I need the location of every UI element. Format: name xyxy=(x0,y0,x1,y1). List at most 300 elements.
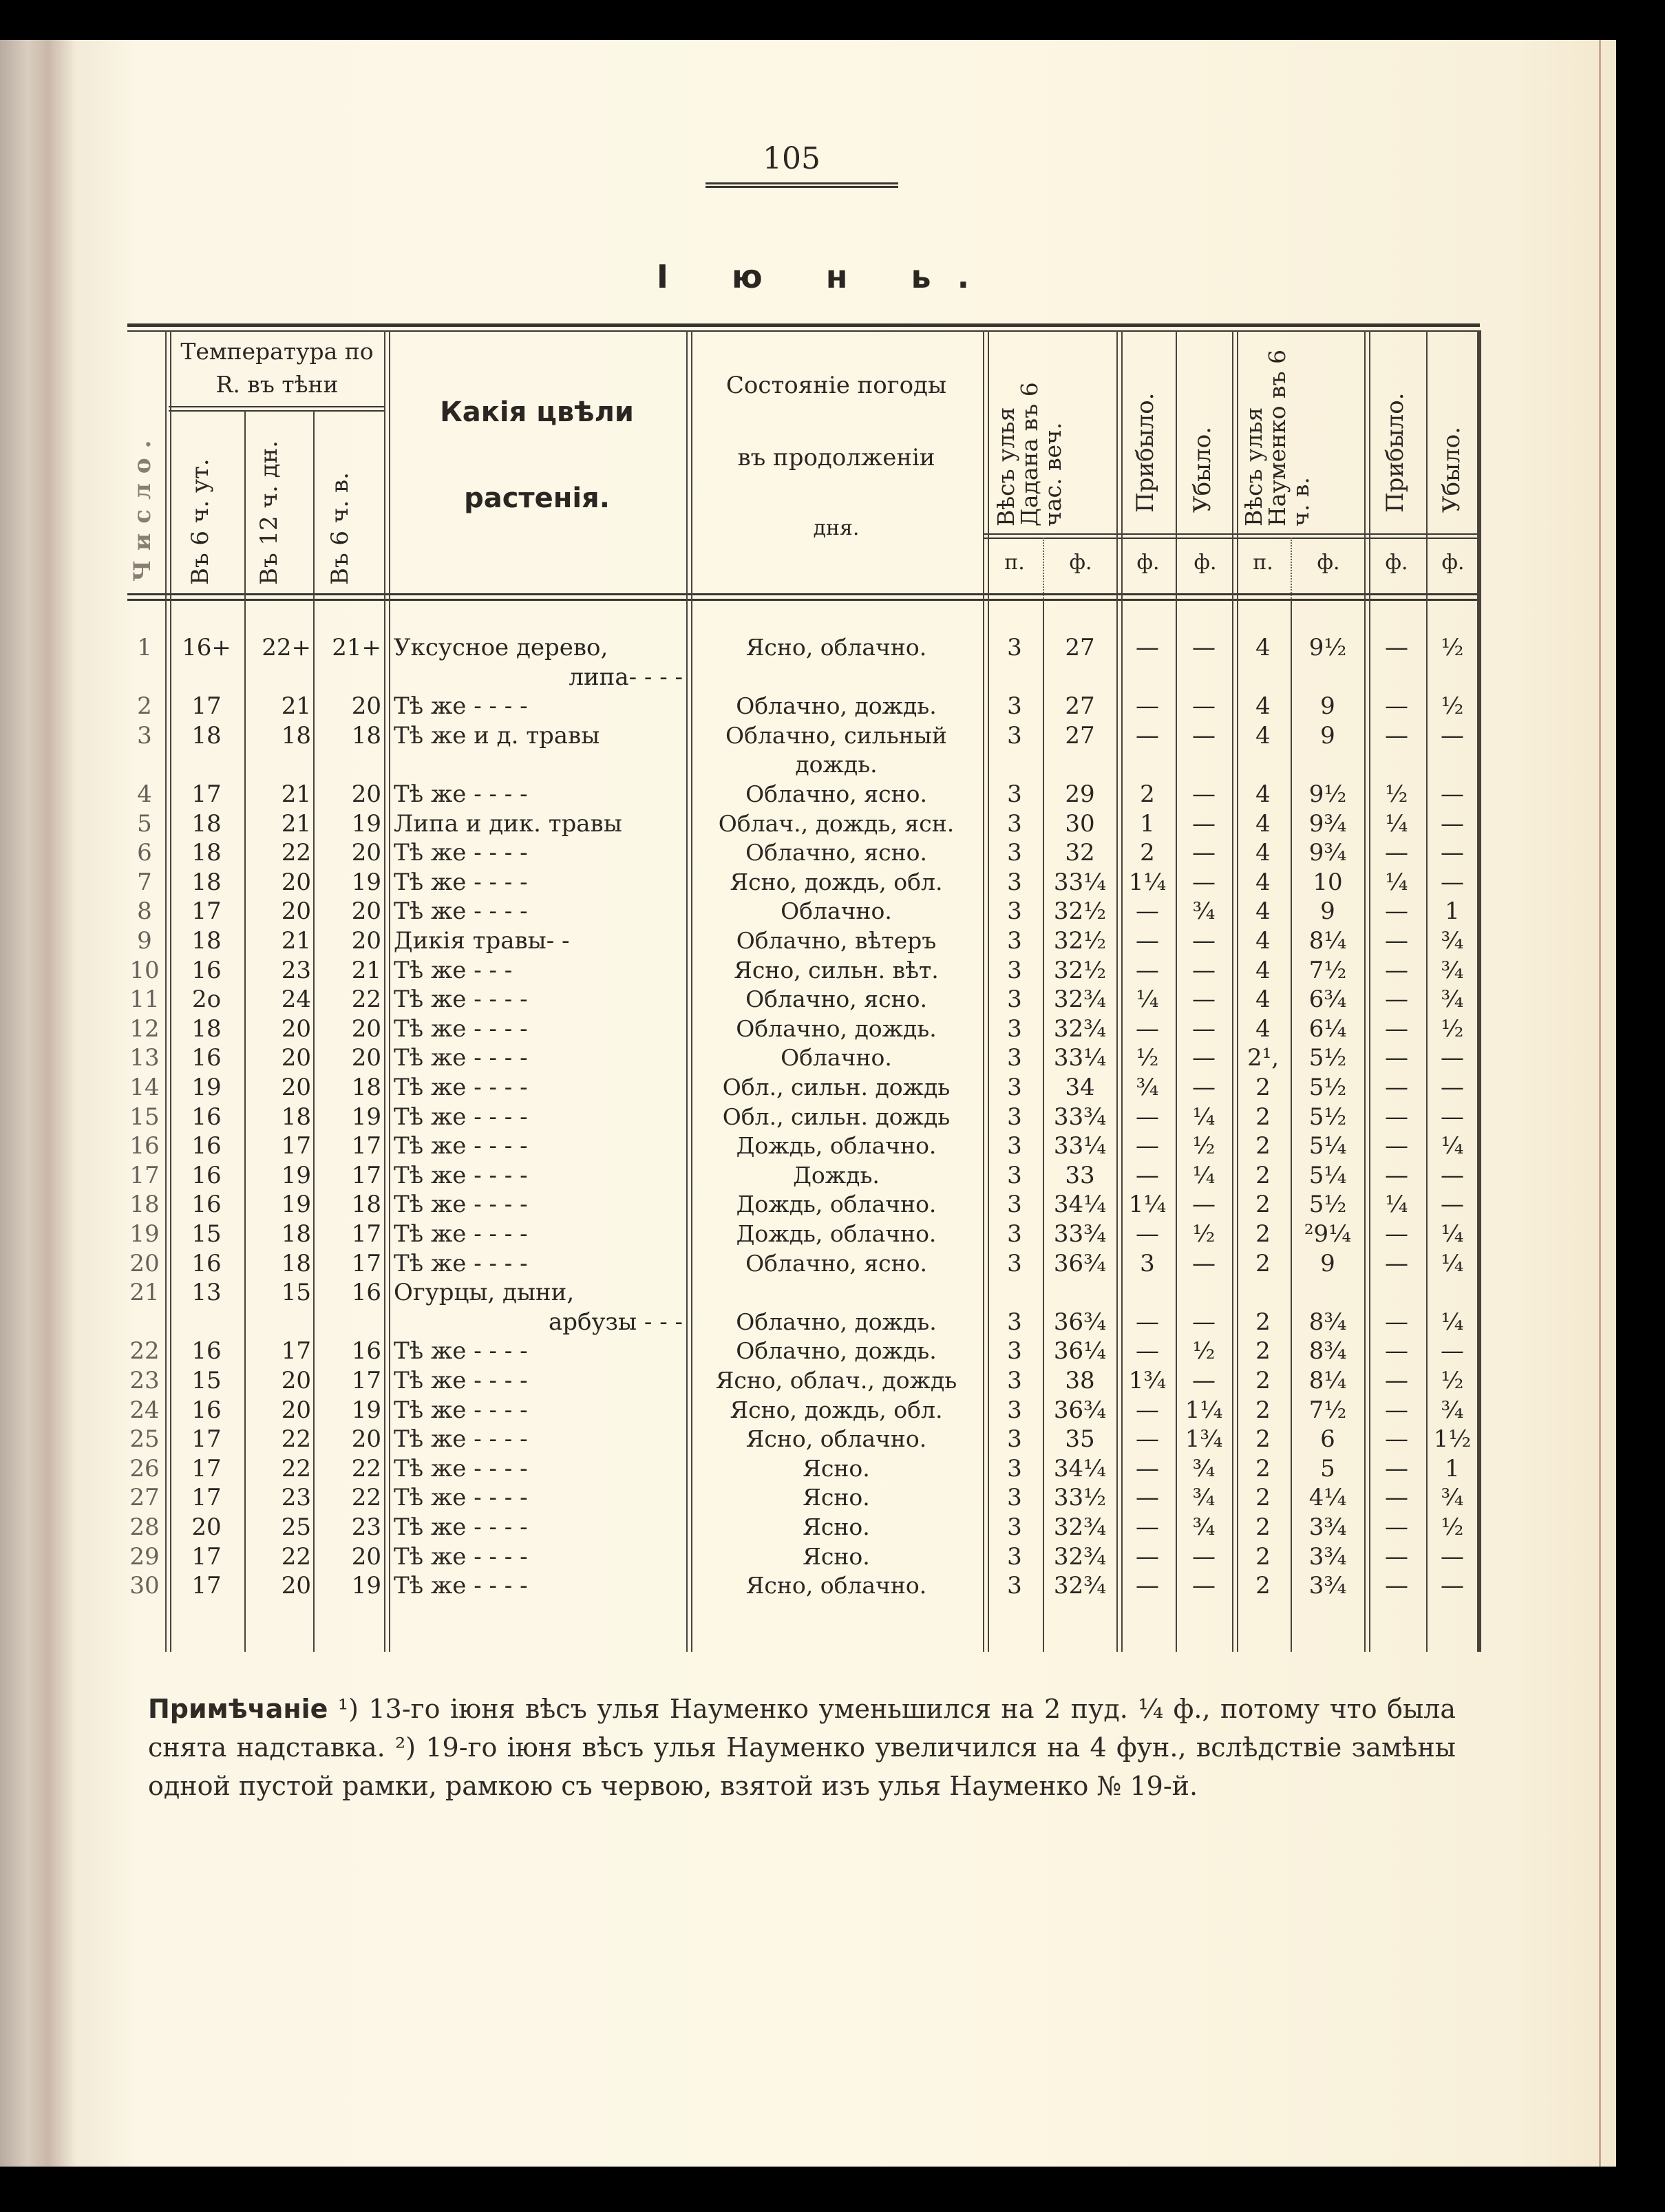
cell-t12: 22+ xyxy=(262,634,311,661)
cell-h2gain: — xyxy=(1385,1103,1408,1131)
cell-h1loss: 1¼ xyxy=(1185,1396,1223,1424)
cell-h2gain: ¼ xyxy=(1385,809,1408,838)
table-top-rule-thin xyxy=(127,330,1480,332)
cell-h1loss: ¾ xyxy=(1192,1513,1216,1541)
cell-h1p: 3 xyxy=(1007,1454,1022,1482)
cell-t12: 20 xyxy=(281,1074,311,1101)
cell-h2f: 7½ xyxy=(1308,956,1347,984)
cell-h1f: 34 xyxy=(1065,1074,1095,1101)
cell-day: 9 xyxy=(137,927,152,955)
cell-t18: 17 xyxy=(351,1220,381,1248)
cell-h1gain: 3 xyxy=(1140,1249,1155,1277)
cell-t18: 22 xyxy=(351,1484,381,1512)
cell-h2f: 4¼ xyxy=(1308,1484,1347,1512)
cell-h1f: 32½ xyxy=(1053,897,1107,926)
cell-h1loss: — xyxy=(1192,956,1216,984)
cell-h1f: 32¾ xyxy=(1053,1542,1107,1571)
header-weather-3: дня. xyxy=(813,516,860,540)
cell-h1p: 3 xyxy=(1007,839,1022,867)
cell-h2loss: ¼ xyxy=(1441,1220,1464,1248)
cell-h2f: 10 xyxy=(1313,868,1343,896)
col-rule-right xyxy=(1477,330,1481,1652)
cell-t12: 23 xyxy=(281,1484,311,1512)
cell-h1loss: ¾ xyxy=(1192,1484,1216,1512)
cell-h2loss: — xyxy=(1441,1044,1464,1072)
cell-h2loss: — xyxy=(1441,1337,1464,1365)
cell-h1f: 30 xyxy=(1065,809,1095,838)
cell-h1p: 3 xyxy=(1007,1132,1022,1160)
cell-t18: 20 xyxy=(351,1425,381,1454)
cell-weather: Ясно. xyxy=(803,1542,870,1570)
cell-weather: Облачно, ясно. xyxy=(745,839,927,866)
cell-h1gain: — xyxy=(1136,1396,1159,1424)
cell-weather: Облачно, дождь. xyxy=(736,1337,937,1365)
cell-h2gain: — xyxy=(1385,721,1408,749)
cell-h1loss: ¾ xyxy=(1192,1454,1216,1482)
cell-h2gain: — xyxy=(1385,1572,1408,1600)
cell-h1f: 32¾ xyxy=(1053,986,1107,1014)
cell-t6: 17 xyxy=(191,780,222,808)
cell-h2p: 2¹, xyxy=(1247,1044,1280,1072)
cell-plants: Тѣ же - - - - xyxy=(394,1249,528,1277)
header-hive1-loss: Убыло. xyxy=(1189,427,1216,513)
header-temp-group: Температура по R. въ тѣни xyxy=(180,338,374,398)
cell-h1gain: — xyxy=(1136,1337,1159,1365)
cell-plants: Тѣ же - - - - xyxy=(394,1572,528,1600)
cell-h1gain: — xyxy=(1136,956,1159,984)
cell-weather: Дождь, облачно. xyxy=(736,1220,937,1247)
cell-h2f: ²9¼ xyxy=(1304,1220,1352,1248)
cell-h1f: 32¾ xyxy=(1053,1572,1107,1600)
cell-t12: 17 xyxy=(281,1132,311,1160)
cell-h1p: 3 xyxy=(1007,1337,1022,1365)
cell-h2gain: — xyxy=(1385,1513,1408,1541)
col-rule-h2-pud-body xyxy=(1291,599,1292,1652)
cell-weather: Ясно. xyxy=(803,1513,870,1540)
header-day: Число. xyxy=(129,430,156,582)
cell-t12: 21 xyxy=(281,809,311,838)
cell-h1loss: ½ xyxy=(1192,1337,1216,1365)
cell-h1p: 3 xyxy=(1007,1191,1022,1219)
unit-h2gain-funt: ф. xyxy=(1385,551,1408,575)
cell-h2loss: ¼ xyxy=(1441,1249,1464,1277)
cell-h2loss: — xyxy=(1441,868,1464,896)
cell-weather: Облачно, ясно. xyxy=(745,780,927,807)
cell-h2loss: ¾ xyxy=(1441,927,1464,955)
cell-h2gain: — xyxy=(1385,1337,1408,1365)
table-top-rule xyxy=(127,323,1480,327)
cell-h2p: 4 xyxy=(1255,692,1271,721)
header-hive2-gain: Прибыло. xyxy=(1381,392,1409,513)
cell-t18: 22 xyxy=(351,986,381,1014)
cell-weather: Ясно, сильн. вѣт. xyxy=(734,956,939,983)
cell-t12: 20 xyxy=(281,868,311,896)
cell-h2gain: — xyxy=(1385,634,1408,661)
cell-t6: 16 xyxy=(191,1191,222,1219)
cell-h2p: 2 xyxy=(1255,1484,1271,1512)
cell-h1gain: 1 xyxy=(1140,809,1155,838)
cell-t12: 22 xyxy=(281,1454,311,1482)
cell-h2loss: — xyxy=(1441,1542,1464,1571)
cell-h2p: 4 xyxy=(1255,927,1271,955)
cell-t18: 20 xyxy=(351,780,381,808)
cell-h2loss: — xyxy=(1441,780,1464,808)
cell-plants: Тѣ же - - - - xyxy=(394,1014,528,1043)
cell-t12: 20 xyxy=(281,1014,311,1043)
cell-weather: Ясно. xyxy=(803,1454,870,1482)
cell-t18: 18 xyxy=(351,1191,381,1219)
cell-h1p: 3 xyxy=(1007,692,1022,721)
cell-weather: Облачно, сильный xyxy=(725,721,947,749)
cell-weather: Ясно, облачно. xyxy=(745,1425,927,1453)
cell-t12: 20 xyxy=(281,897,311,926)
cell-h2loss: — xyxy=(1441,1191,1464,1219)
cell-h1loss: — xyxy=(1192,1367,1216,1394)
cell-plants: Тѣ же - - - xyxy=(394,956,513,984)
cell-plants: Тѣ же - - - - xyxy=(394,1513,528,1541)
cell-h1f: 33¾ xyxy=(1053,1220,1107,1248)
cell-plants: Тѣ же - - - - xyxy=(394,1220,528,1248)
cell-day: 16 xyxy=(129,1132,160,1160)
cell-h1gain: 2 xyxy=(1140,780,1155,808)
cell-plants: липа- - - - xyxy=(569,663,683,691)
cell-plants: Тѣ же - - - - xyxy=(394,1484,528,1512)
cell-h1p: 3 xyxy=(1007,1074,1022,1101)
cell-h1gain: 1¼ xyxy=(1128,1191,1167,1219)
cell-h1gain: — xyxy=(1136,692,1159,721)
cell-t18: 21+ xyxy=(332,634,381,661)
cell-weather: Ясно. xyxy=(803,1484,870,1511)
cell-plants: Тѣ же и д. травы xyxy=(394,721,600,749)
cell-day: 29 xyxy=(129,1542,160,1571)
cell-h1loss: — xyxy=(1192,986,1216,1014)
cell-t12: 20 xyxy=(281,1396,311,1424)
cell-h1p: 3 xyxy=(1007,1513,1022,1541)
temp-group-rule xyxy=(169,406,385,407)
cell-h2p: 4 xyxy=(1255,897,1271,926)
cell-h1f: 36¼ xyxy=(1053,1337,1107,1365)
cell-h2loss: ¾ xyxy=(1441,1484,1464,1512)
cell-h1f: 33¾ xyxy=(1053,1103,1107,1131)
cell-plants: Липа и дик. травы xyxy=(394,809,622,838)
cell-h2loss: — xyxy=(1441,1161,1464,1189)
month-title: I ю н ь. xyxy=(656,258,996,295)
cell-h2p: 2 xyxy=(1255,1191,1271,1219)
col-rule-h1-pud xyxy=(1043,538,1044,599)
cell-h2gain: — xyxy=(1385,1014,1408,1043)
cell-h1loss: — xyxy=(1192,1308,1216,1336)
cell-day: 18 xyxy=(129,1191,160,1219)
cell-h1f: 38 xyxy=(1065,1367,1095,1394)
cell-day: 19 xyxy=(129,1220,160,1248)
cell-h1p: 3 xyxy=(1007,1044,1022,1072)
cell-day: 26 xyxy=(129,1454,160,1482)
cell-h2gain: — xyxy=(1385,1249,1408,1277)
cell-h2f: 8¾ xyxy=(1308,1337,1347,1365)
cell-t6: 17 xyxy=(191,897,222,926)
cell-t6: 17 xyxy=(191,1425,222,1454)
cell-t12: 21 xyxy=(281,780,311,808)
cell-h1f: 29 xyxy=(1065,780,1095,808)
cell-h2f: 8¼ xyxy=(1308,1367,1347,1394)
cell-weather: Облачно. xyxy=(781,897,892,925)
cell-h2p: 2 xyxy=(1255,1513,1271,1541)
cell-h2gain: ½ xyxy=(1385,780,1408,808)
cell-h2p: 2 xyxy=(1255,1367,1271,1394)
cell-weather: Облач., дождь, ясн. xyxy=(718,809,955,837)
cell-t12: 22 xyxy=(281,1425,311,1454)
cell-h1loss: — xyxy=(1192,1249,1216,1277)
cell-h1loss: — xyxy=(1192,1572,1216,1600)
cell-h1gain: — xyxy=(1136,1308,1159,1336)
cell-t18: 23 xyxy=(351,1513,381,1541)
cell-h2gain: — xyxy=(1385,1367,1408,1394)
cell-h1p: 3 xyxy=(1007,780,1022,808)
cell-plants: арбузы - - - xyxy=(548,1308,683,1336)
cell-day: 13 xyxy=(129,1044,160,1072)
cell-h2f: 9 xyxy=(1320,692,1335,721)
header-temp-morning: Въ 6 ч. ут. xyxy=(187,458,214,585)
cell-h1f: 32½ xyxy=(1053,956,1107,984)
cell-h1loss: — xyxy=(1192,1074,1216,1101)
cell-h2loss: ¾ xyxy=(1441,1396,1464,1424)
cell-h1p: 3 xyxy=(1007,1249,1022,1277)
footnote-text: ¹) 13-го іюня вѣсъ улья Науменко уменьшился на 2 пуд. ¼ ф., потому что была снята надставка. ²) 19-го іюня вѣсъ улья Науменко увеличился на 4 фун., вслѣдствіе замѣны одной пустой рамки, рамкою съ червою, взятой изъ улья Науменко № 19-й. xyxy=(148,1694,1456,1801)
cell-h1gain: — xyxy=(1136,1161,1159,1189)
cell-h1gain: ¼ xyxy=(1136,986,1159,1014)
cell-day: 20 xyxy=(129,1249,160,1277)
cell-h1f: 36¾ xyxy=(1053,1308,1107,1336)
cell-t12: 20 xyxy=(281,1044,311,1072)
cell-h2loss: — xyxy=(1441,1074,1464,1101)
cell-h2p: 2 xyxy=(1255,1132,1271,1160)
cell-h2f: 5¼ xyxy=(1308,1161,1347,1189)
cell-day: 23 xyxy=(129,1367,160,1394)
cell-day: 21 xyxy=(129,1279,160,1307)
cell-h2f: 7½ xyxy=(1308,1396,1347,1424)
cell-h2gain: — xyxy=(1385,1220,1408,1248)
cell-weather: Дождь, облачно. xyxy=(736,1132,937,1160)
cell-weather: Облачно. xyxy=(781,1044,892,1072)
cell-h2p: 2 xyxy=(1255,1337,1271,1365)
cell-plants: Уксусное дерево, xyxy=(394,634,608,661)
cell-h1f: 32¾ xyxy=(1053,1014,1107,1043)
cell-weather xyxy=(690,1278,982,1307)
cell-h1gain: 1¾ xyxy=(1128,1367,1167,1394)
cell-h2p: 4 xyxy=(1255,809,1271,838)
cell-h1p: 3 xyxy=(1007,1308,1022,1336)
cell-h2f: 5½ xyxy=(1308,1103,1347,1131)
cell-h1f: 36¾ xyxy=(1053,1249,1107,1277)
cell-h1gain: — xyxy=(1136,1484,1159,1512)
cell-h2loss: — xyxy=(1441,809,1464,838)
cell-h1p: 3 xyxy=(1007,721,1022,749)
cell-h1f: 33¼ xyxy=(1053,1132,1107,1160)
cell-h1p: 3 xyxy=(1007,1572,1022,1600)
cell-h2loss: — xyxy=(1441,839,1464,867)
cell-h2loss: — xyxy=(1441,1103,1464,1131)
cell-day: 30 xyxy=(129,1572,160,1600)
cell-h2f: 6¾ xyxy=(1308,986,1347,1014)
cell-t12: 24 xyxy=(281,986,311,1014)
cell-plants: Тѣ же - - - - xyxy=(394,1103,528,1131)
cell-h1gain: 1¼ xyxy=(1128,868,1167,896)
cell-h1p: 3 xyxy=(1007,1542,1022,1571)
cell-t18: 19 xyxy=(351,809,381,838)
cell-h1p: 3 xyxy=(1007,986,1022,1014)
cell-t18: 20 xyxy=(351,839,381,867)
header-hive1-weight: Вѣсъ улья Дадана въ 6 час. веч. xyxy=(993,382,1066,527)
cell-t18: 20 xyxy=(351,1044,381,1072)
cell-h2gain: — xyxy=(1385,839,1408,867)
cell-h1loss: — xyxy=(1192,868,1216,896)
cell-h2p: 2 xyxy=(1255,1425,1271,1454)
cell-day: 1 xyxy=(137,634,152,661)
cell-h2p: 4 xyxy=(1255,1014,1271,1043)
cell-h1gain: — xyxy=(1136,1014,1159,1043)
cell-t6: 18 xyxy=(191,1014,222,1043)
cell-h1p: 3 xyxy=(1007,1014,1022,1043)
cell-t18: 20 xyxy=(351,692,381,721)
cell-h2f: 9½ xyxy=(1308,780,1347,808)
cell-h2loss: ¾ xyxy=(1441,956,1464,984)
cell-plants: Тѣ же - - - - xyxy=(394,1161,528,1189)
cell-weather: Ясно, дождь, обл. xyxy=(730,868,943,895)
cell-h1loss: — xyxy=(1192,1044,1216,1072)
cell-h1loss: ½ xyxy=(1192,1132,1216,1160)
cell-plants: Тѣ же - - - - xyxy=(394,1074,528,1101)
cell-t12: 21 xyxy=(281,927,311,955)
cell-plants: Тѣ же - - - - xyxy=(394,839,528,867)
cell-h2gain: — xyxy=(1385,1425,1408,1454)
cell-h2p: 4 xyxy=(1255,634,1271,661)
cell-t18: 19 xyxy=(351,1103,381,1131)
cell-t18: 20 xyxy=(351,1542,381,1571)
cell-h1gain: 2 xyxy=(1140,839,1155,867)
cell-h1gain: — xyxy=(1136,634,1159,661)
cell-h1gain: — xyxy=(1136,1132,1159,1160)
cell-t18: 18 xyxy=(351,721,381,749)
cell-t6: 16 xyxy=(191,1103,222,1131)
cell-h2gain: — xyxy=(1385,1454,1408,1482)
cell-plants: Тѣ же - - - - xyxy=(394,780,528,808)
cell-h1gain: — xyxy=(1136,1542,1159,1571)
cell-h2p: 4 xyxy=(1255,986,1271,1014)
cell-weather: Облачно, вѣтеръ xyxy=(736,927,937,954)
cell-h2loss: — xyxy=(1441,721,1464,749)
cell-h2loss: ¼ xyxy=(1441,1308,1464,1336)
cell-h2f: 3¾ xyxy=(1308,1542,1347,1571)
cell-plants: Тѣ же - - - - xyxy=(394,868,528,896)
cell-h2loss: ½ xyxy=(1441,634,1464,661)
cell-h2loss: ½ xyxy=(1441,1367,1464,1394)
cell-weather: Облачно, ясно. xyxy=(745,986,927,1013)
cell-t18: 17 xyxy=(351,1132,381,1160)
cell-t6: 18 xyxy=(191,839,222,867)
cell-weather: Облачно, дождь. xyxy=(736,1014,937,1042)
cell-h1f: 27 xyxy=(1065,692,1095,721)
cell-weather: Ясно, облачно. xyxy=(745,1572,927,1599)
cell-h2p: 2 xyxy=(1255,1220,1271,1248)
cell-h1f: 33½ xyxy=(1053,1484,1107,1512)
cell-h2p: 2 xyxy=(1255,1454,1271,1482)
cell-plants: Тѣ же - - - - xyxy=(394,1044,528,1072)
cell-h1p: 3 xyxy=(1007,1367,1022,1394)
cell-h2f: 9¾ xyxy=(1308,809,1347,838)
cell-h1p: 3 xyxy=(1007,956,1022,984)
cell-t6: 17 xyxy=(191,1572,222,1600)
cell-day: 12 xyxy=(129,1014,160,1043)
col-rule-t6 xyxy=(244,410,246,1652)
cell-t6: 19 xyxy=(191,1074,222,1101)
cell-h2gain: — xyxy=(1385,927,1408,955)
cell-h1f: 34¼ xyxy=(1053,1191,1107,1219)
cell-t18: 22 xyxy=(351,1454,381,1482)
cell-h2gain: — xyxy=(1385,1044,1408,1072)
cell-h2p: 2 xyxy=(1255,1074,1271,1101)
cell-h2p: 4 xyxy=(1255,721,1271,749)
cell-h2p: 4 xyxy=(1255,956,1271,984)
cell-t6: 20 xyxy=(191,1513,222,1541)
col-rule-h1gain xyxy=(1176,330,1177,1652)
cell-h2f: 5½ xyxy=(1308,1191,1347,1219)
cell-h2loss: ¾ xyxy=(1441,986,1464,1014)
cell-t12: 17 xyxy=(281,1337,311,1365)
cell-day: 3 xyxy=(137,721,152,749)
page-number: 105 xyxy=(763,141,820,176)
cell-h1gain: ½ xyxy=(1136,1044,1159,1072)
cell-t18: 17 xyxy=(351,1367,381,1394)
cell-h1gain: — xyxy=(1136,1513,1159,1541)
cell-plants: Тѣ же - - - - xyxy=(394,1367,528,1394)
cell-plants: Тѣ же - - - - xyxy=(394,1454,528,1482)
cell-h1f: 32¾ xyxy=(1053,1513,1107,1541)
cell-day: 7 xyxy=(137,868,152,896)
cell-t18: 16 xyxy=(351,1337,381,1365)
header-plants-2: растенія. xyxy=(464,482,610,514)
cell-h2gain: — xyxy=(1385,1396,1408,1424)
cell-h2gain: — xyxy=(1385,897,1408,926)
cell-h2gain: — xyxy=(1385,1542,1408,1571)
cell-h1loss: — xyxy=(1192,721,1216,749)
cell-h1p: 3 xyxy=(1007,868,1022,896)
cell-h1p: 3 xyxy=(1007,897,1022,926)
cell-t6: 18 xyxy=(191,927,222,955)
cell-day: 10 xyxy=(129,956,160,984)
cell-t18: 18 xyxy=(351,1074,381,1101)
col-rule-temp xyxy=(384,330,390,1652)
cell-h1p: 3 xyxy=(1007,927,1022,955)
cell-plants: Тѣ же - - - - xyxy=(394,897,528,926)
cell-plants: Огурцы, дыни, xyxy=(394,1279,575,1307)
unit-h2-pud: п. xyxy=(1253,551,1273,575)
cell-t6: 16 xyxy=(191,1132,222,1160)
cell-day: 27 xyxy=(129,1484,160,1512)
cell-day: 17 xyxy=(129,1161,160,1189)
cell-t12: 15 xyxy=(281,1279,311,1307)
cell-h1p: 3 xyxy=(1007,809,1022,838)
footnote xyxy=(148,1690,1456,1805)
cell-h1gain: — xyxy=(1136,897,1159,926)
cell-h1f: 32½ xyxy=(1053,927,1107,955)
cell-weather: Дождь. xyxy=(793,1161,880,1189)
cell-h1p: 3 xyxy=(1007,1396,1022,1424)
cell-t18: 17 xyxy=(351,1161,381,1189)
cell-t12: 18 xyxy=(281,1249,311,1277)
cell-h2p: 2 xyxy=(1255,1308,1271,1336)
col-rule-h2gain xyxy=(1426,330,1428,1652)
page-number-rule xyxy=(706,182,898,188)
